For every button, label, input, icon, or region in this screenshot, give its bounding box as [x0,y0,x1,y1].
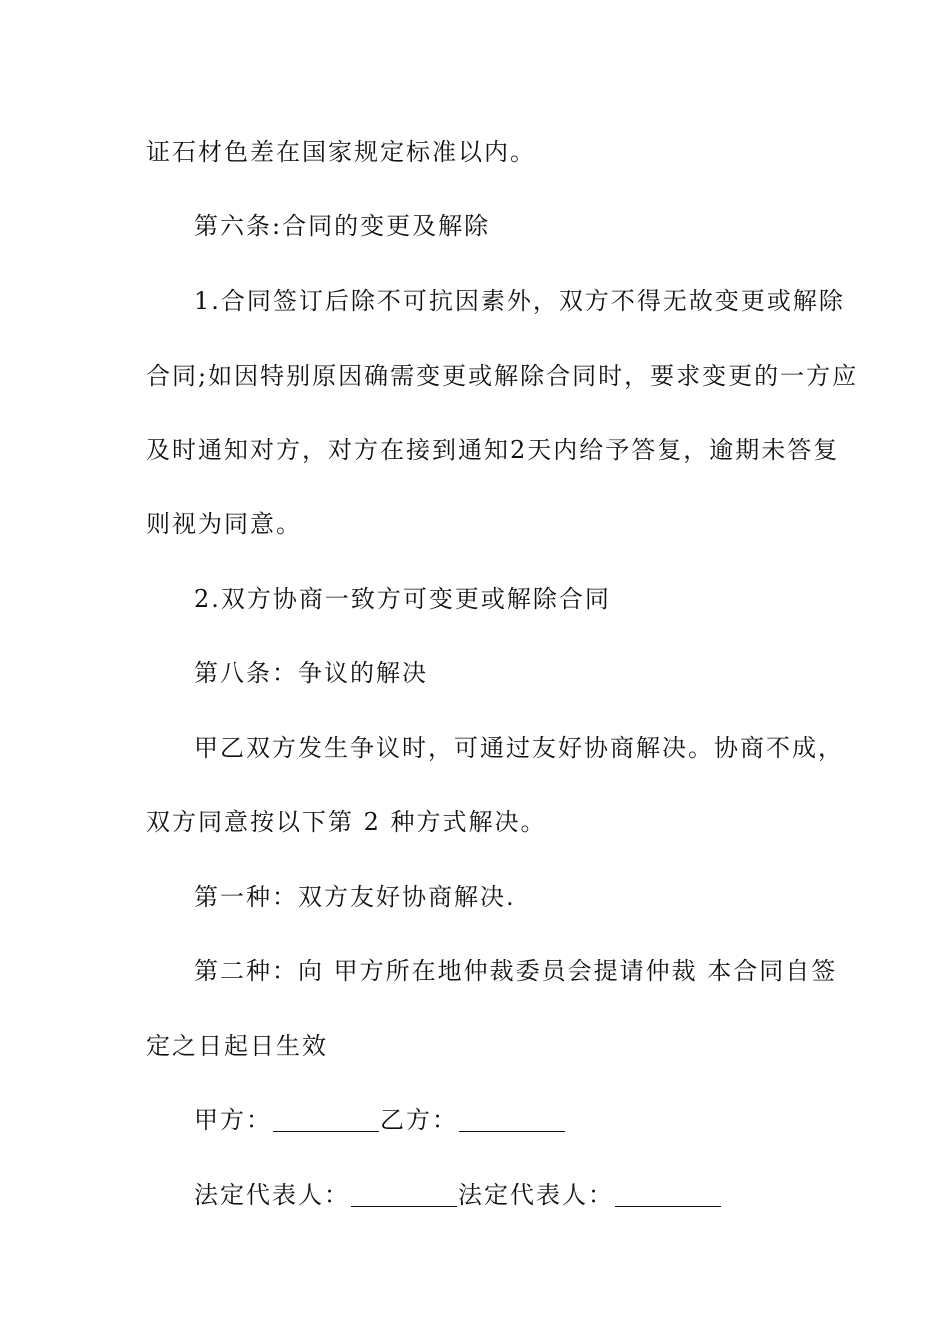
signature-representatives-line [194,1180,806,1210]
section-heading: 第八条：争议的解决 [194,659,428,687]
body-text-line: 证石材色差在国家规定标准以内。 [146,138,536,166]
body-text-line: 2.双方协商一致方可变更或解除合同 [194,585,611,613]
body-text-line: 第一种：双方友好协商解决. [194,883,516,911]
signature-parties-line [194,1105,806,1135]
rep-b-blank [615,1184,721,1207]
rep-b-label: 法定代表人： [458,1181,614,1209]
body-text-line: 则视为同意。 [146,510,302,538]
party-b-label: 乙方： [380,1106,458,1134]
rep-a-blank [351,1184,457,1207]
rep-a-label: 法定代表人： [194,1181,350,1209]
party-b-blank [459,1109,565,1132]
body-text-line: 及时通知对方，对方在接到通知2天内给予答复，逾期未答复 [146,436,840,464]
body-text-line: 甲乙双方发生争议时，可通过友好协商解决。协商不成， [194,734,844,762]
body-text-line: 第二种：向 甲方所在地仲裁委员会提请仲裁 本合同自签 [194,957,838,985]
party-a-blank [273,1109,379,1132]
body-text-line: 合同;如因特别原因确需变更或解除合同时，要求变更的一方应 [146,362,859,390]
body-text-line: 双方同意按以下第 2 种方式解决。 [146,808,547,836]
section-heading: 第六条:合同的变更及解除 [194,212,491,240]
body-text-line: 1.合同签订后除不可抗因素外，双方不得无故变更或解除 [194,287,845,315]
body-text-line: 定之日起日生效 [146,1032,328,1060]
party-a-label: 甲方： [194,1106,272,1134]
